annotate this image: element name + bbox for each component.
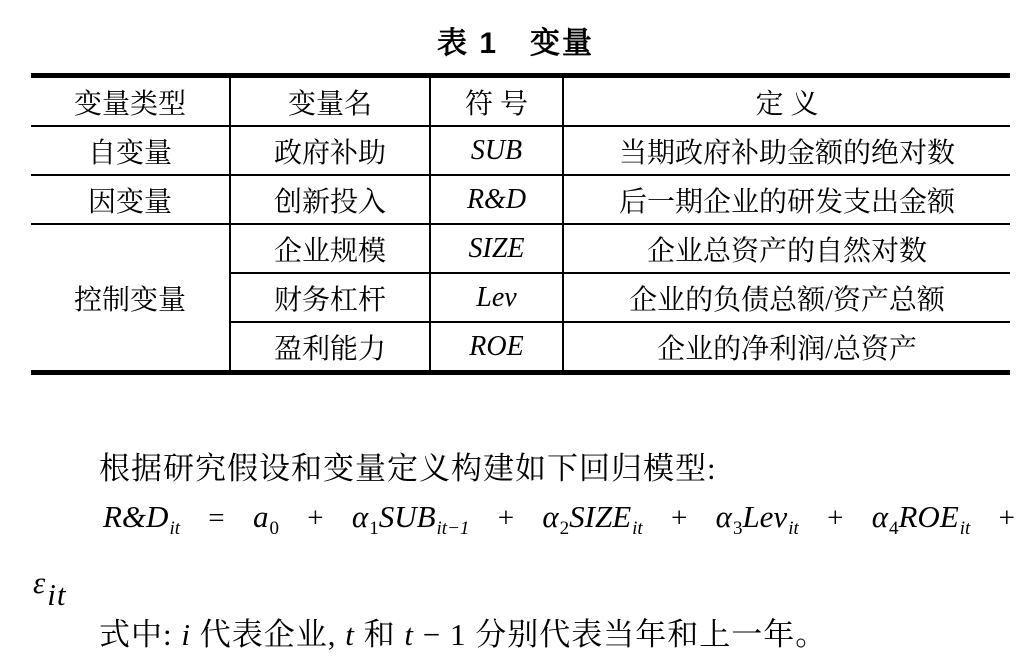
table-row: [31, 224, 1010, 273]
plus-sign: +: [497, 502, 515, 534]
cell-symbol: SUB: [430, 126, 563, 175]
cell-symbol: ROE: [430, 322, 563, 373]
cell-definition: 企业的负债总额/资产总额: [563, 273, 1010, 322]
table-header-row: [31, 76, 1010, 127]
note-text: 式中:: [99, 617, 182, 652]
col-header-symbol: 符 号: [430, 76, 563, 127]
cell-definition: 当期政府补助金额的绝对数: [563, 126, 1010, 175]
formula-lhs: $R\&D_{it}$: [103, 499, 180, 540]
formula-intercept: $a_0$: [252, 499, 279, 540]
equals-sign: =: [208, 502, 225, 534]
formula-explanation: [33, 609, 1015, 654]
formula-term-size: $\alpha_2SIZE_{it}$: [542, 499, 643, 540]
formula-term-roe: $\alpha_4ROE_{it}$: [871, 499, 971, 540]
cell-variable-name: 创新投入: [230, 175, 430, 224]
col-header-variable-type: 变量类型: [31, 76, 230, 127]
cell-variable-name: 企业规模: [230, 224, 430, 273]
table-row: [31, 175, 1010, 224]
table-row: [31, 126, 1010, 175]
formula-error-term: εit: [33, 565, 67, 612]
col-header-definition: 定 义: [563, 76, 1010, 127]
cell-definition: 后一期企业的研发支出金额: [563, 175, 1010, 224]
note-text: 和: [354, 617, 405, 652]
intro-paragraph: 根据研究假设和变量定义构建如下回归模型:: [99, 451, 717, 486]
cell-symbol: R&D: [430, 175, 563, 224]
cell-variable-name: 盈利能力: [230, 322, 430, 373]
formula-term-sub: $\alpha_1SUB_{it-1}$: [351, 499, 470, 540]
note-text: − 1 分别代表当年和上一年。: [414, 617, 828, 652]
cell-variable-name: 财务杠杆: [230, 273, 430, 322]
table-title: 表 1 变量: [436, 27, 595, 60]
note-var-t: t: [404, 617, 414, 652]
plus-sign: +: [307, 502, 324, 534]
cell-variable-name: 政府补助: [230, 126, 430, 175]
regression-formula: [103, 499, 1015, 540]
note-var-i: i: [181, 617, 191, 652]
formula-term-lev: $\alpha_3Lev_{it}$: [715, 499, 799, 540]
note-var-t: t: [345, 617, 355, 652]
cell-category-merged: 控制变量: [31, 224, 230, 373]
cell-definition: 企业的净利润/总资产: [563, 322, 1010, 373]
cell-symbol: Lev: [430, 273, 563, 322]
plus-sign-trailing: +: [998, 502, 1015, 534]
col-header-variable-name: 变量名: [230, 76, 430, 127]
note-text: 代表企业,: [191, 617, 346, 652]
cell-definition: 企业总资产的自然对数: [563, 224, 1010, 273]
plus-sign: +: [827, 502, 844, 534]
cell-category: 因变量: [31, 175, 230, 224]
cell-category: 自变量: [31, 126, 230, 175]
variables-table: [31, 73, 1010, 375]
cell-symbol: SIZE: [430, 224, 563, 273]
plus-sign: +: [671, 502, 688, 534]
